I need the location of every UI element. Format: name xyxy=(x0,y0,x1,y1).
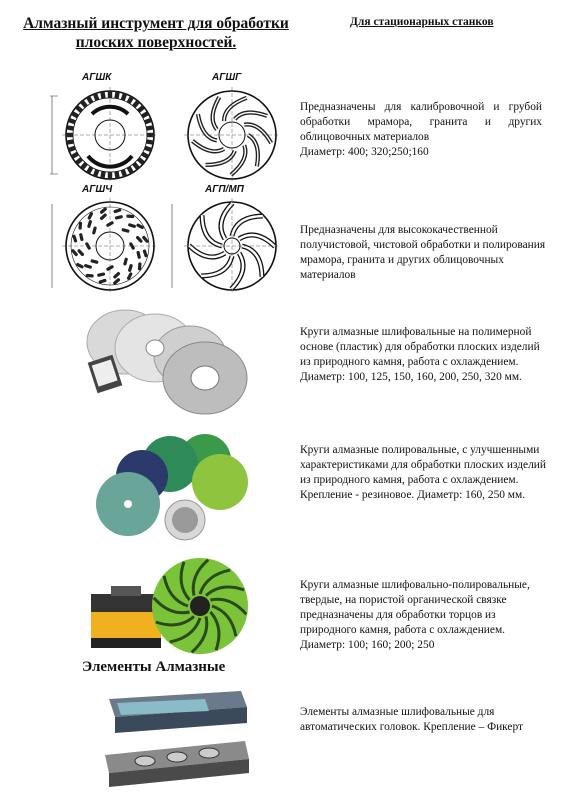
drawing-agshch xyxy=(48,196,168,296)
description-polishing-pads: Круги алмазные полировальные, с улучшенными характеристиками для обработки плоских изделий из природного камня, работа с охлаждением. Крепление - резиновое. Диаметр: 160, 250 мм. xyxy=(300,444,546,501)
description-calibration: Предназначены для калибровочной и грубой обработки мрамора, гранита и других облицовочных материалов Диаметр: 400; 320;250;160 xyxy=(300,101,542,158)
photo-diamond-elements xyxy=(95,685,265,795)
photo-polishing-pads xyxy=(90,432,260,542)
description-polishing: Предназначены для высококачественной получистовой, чистовой обработки и полирования мрамора, гранита и других облицовочных материалов xyxy=(300,224,546,281)
page-subtitle: Для стационарных станков xyxy=(350,16,494,28)
page-title: Алмазный инструмент для обработки плоских поверхностей. xyxy=(23,15,289,51)
drawing-label-agshg: АГШГ xyxy=(212,72,242,83)
description-diamond-elements: Элементы алмазные шлифовальные для автоматических головок. Крепление – Фикерт xyxy=(300,706,524,733)
description-plastic-discs: Круги алмазные шлифовальные на полимерной основе (пластик) для обработки плоских изделий из природного камня, работа с охлаждением. Диаметр: 100, 125, 150, 160, 200, 250, 320 мм. xyxy=(300,326,540,383)
drawing-label-agpmp: АГП/МП xyxy=(205,184,244,195)
description-grinding-wheel: Круги алмазные шлифовально-полировальные, твердые, на пористой органической связке предназначены для обработки торцов из природного камня, работа с охлаждением. Диаметр: 100; 160; 200; 250 xyxy=(300,579,530,651)
drawing-agshk xyxy=(48,84,168,184)
section-label-elements: Элементы Алмазные xyxy=(82,659,226,675)
drawing-label-agshch: АГШЧ xyxy=(82,184,113,195)
photo-grinding-wheel xyxy=(85,556,255,656)
photo-plastic-discs xyxy=(80,300,250,420)
drawing-label-agshk: АГШК xyxy=(82,72,112,83)
drawing-agshg xyxy=(176,84,296,184)
drawing-agpmp xyxy=(168,196,298,296)
